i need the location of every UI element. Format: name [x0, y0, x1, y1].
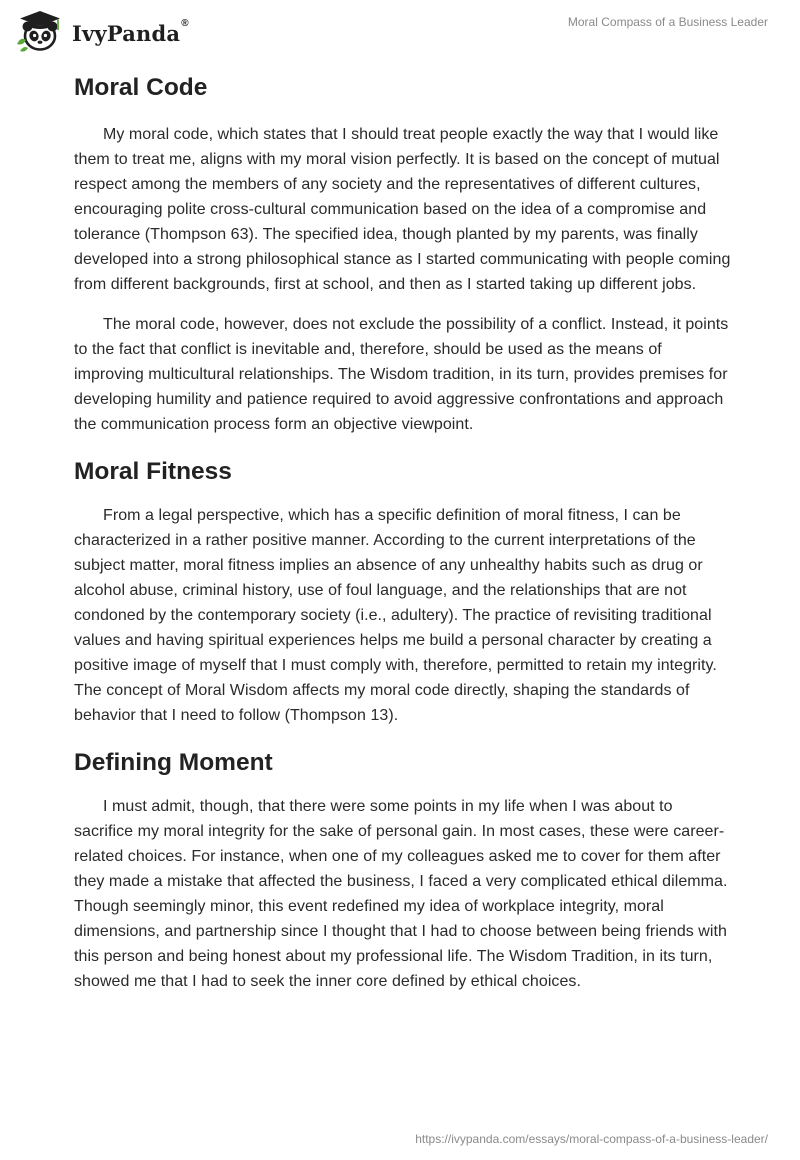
document-title: Moral Compass of a Business Leader	[567, 15, 768, 29]
paragraph: From a legal perspective, which has a specific definition of moral fitness, I can be characterized in a rather positive manner. According to the current interpretations of the subject matter, moral fitness implies an absence of any unhealthy habits such as drug or alcohol abuse, criminal history, use of foul language, and the relationships that are not condoned by the contemporary society (i.e., adultery). The practice of revisiting traditional values and having spiritual experiences helps me build a personal character by creating a positive image of myself that I must comply with, therefore, permitted to retain my integrity. The concept of Moral Wisdom affects my moral code directly, shaping the standards of behavior that I need to follow (Thompson 13).	[74, 507, 717, 724]
paragraph: The moral code, however, does not exclude the possibility of a conflict. Instead, it points to the fact that conflict is inevitable and, therefore, should be used as the means of improving multicultural relationships. The Wisdom tradition, in its turn, provides premises for developing humility and patience required to avoid aggressive confrontations and approach the communication process form an objective viewpoint.	[74, 316, 729, 433]
brand-logo[interactable]	[14, 8, 189, 56]
source-url[interactable]: https://ivypanda.com/essays/moral-compass-of-a-business-leader/	[415, 1132, 768, 1146]
panda-graduation-cap-icon	[14, 8, 66, 56]
section-heading-defining-moment: Defining Moment	[74, 749, 273, 776]
paragraph: I must admit, though, that there were some points in my life when I was about to sacrifice my moral integrity for the sake of personal gain. In most cases, these were career-related choices. For instance, when one of my colleagues asked me to cover for them after they made a mistake that affected the business, I faced a very complicated ethical dilemma. Though seemingly minor, this event redefined my idea of workplace integrity, moral dimensions, and partnership since I thought that I had to choose between being friends with this person and being honest about my professional life. The Wisdom Tradition, in its turn, showed me that I had to seek the inner core defined by ethical choices.	[74, 798, 728, 990]
registered-mark: ®	[181, 17, 189, 29]
brand-name: IvyPanda	[72, 20, 181, 46]
section-heading-moral-code: Moral Code	[74, 74, 208, 101]
essay-content	[74, 70, 734, 994]
paragraph: My moral code, which states that I should treat people exactly the way that I would like them to treat me, aligns with my moral vision perfectly. It is based on the concept of mutual respect among the members of any society and the representatives of different cultures, encouraging polite cross-cultural communication based on the idea of a compromise and tolerance (Thompson 63). The specified idea, though planted by my parents, was finally developed into a strong philosophical stance as I started communicating with people coming from different backgrounds, first at school, and then as I started taking up different jobs.	[74, 126, 731, 293]
section-heading-moral-fitness: Moral Fitness	[74, 458, 232, 485]
page-header	[0, 0, 800, 64]
